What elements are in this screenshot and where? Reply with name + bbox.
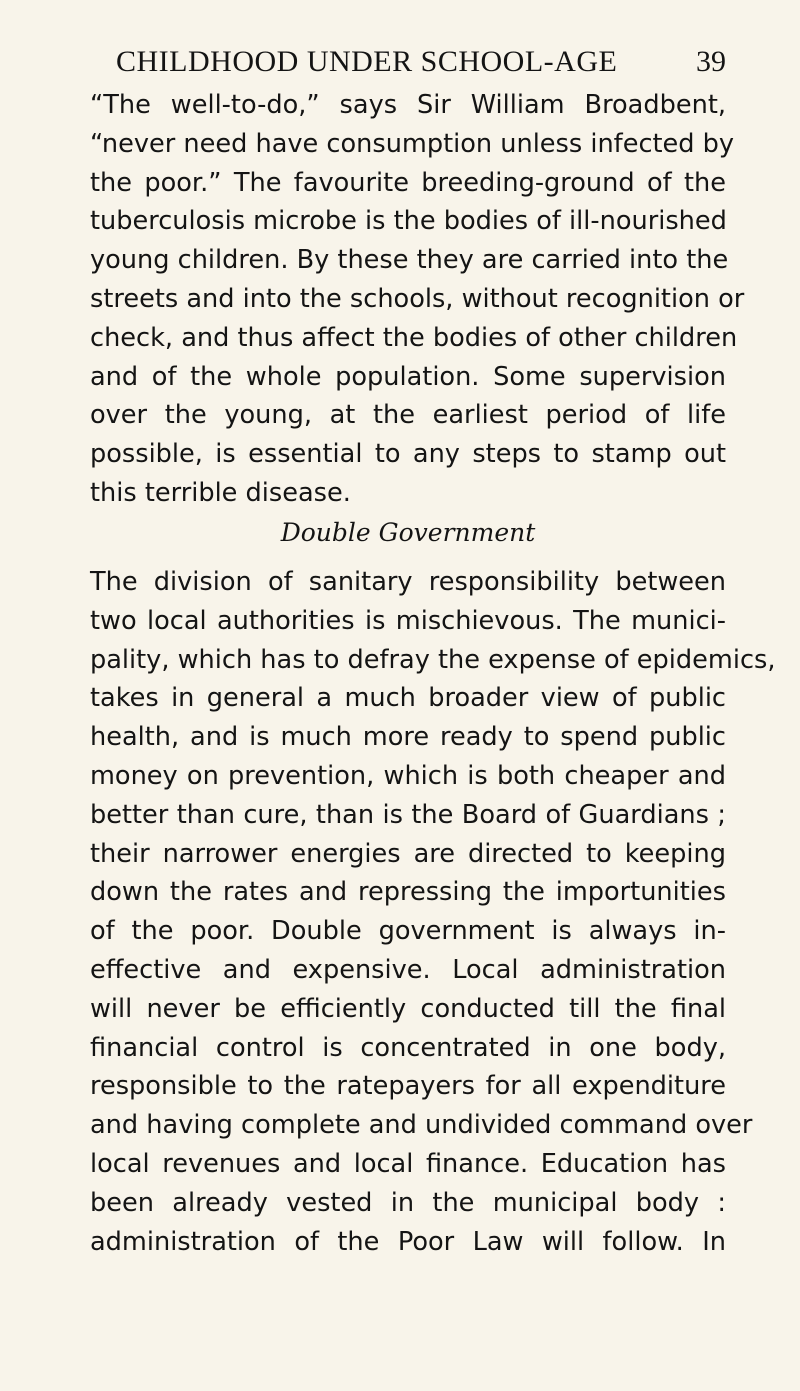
text-line: local revenues and local finance. Education has: [90, 1148, 726, 1179]
text-line: The division of sanitary responsibility between: [90, 567, 726, 597]
section-heading: Double Government: [280, 518, 536, 547]
text-line: financial control is concentrated in one body,: [90, 1032, 726, 1063]
page-number: 39: [696, 45, 726, 78]
text-line: streets and into the schools, without recognition or: [90, 283, 745, 314]
text-line: two local authorities is mischievous. The munici-: [90, 605, 726, 636]
text-line: young children. By these they are carried into the: [90, 245, 729, 276]
text-line: and having complete and undivided command over: [90, 1110, 753, 1141]
text-line: takes in general a much broader view of public: [90, 683, 726, 714]
text-line: over the young, at the earliest period of life: [90, 400, 726, 431]
text-line: the poor.” The favourite breeding-ground of the: [90, 167, 726, 198]
text-line: health, and is much more ready to spend public: [90, 722, 726, 753]
paragraph-tuberculosis: [90, 86, 745, 513]
text-line: pality, which has to defray the expense of epidemics,: [90, 644, 776, 675]
text-line: check, and thus affect the bodies of other children: [90, 322, 738, 353]
text-line: will never be efficiently conducted till the final: [90, 993, 726, 1024]
page-header: [90, 42, 726, 82]
text-line: “never need have consumption unless infected by: [90, 128, 735, 159]
text-line: of the poor. Double government is always in-: [90, 916, 726, 947]
paragraph-double-government: [90, 563, 776, 1261]
text-line: better than cure, than is the Board of Guardians ;: [90, 799, 726, 830]
text-line: possible, is essential to any steps to stamp out: [90, 439, 726, 470]
text-line: down the rates and repressing the importunities: [90, 877, 726, 908]
text-line: money on prevention, which is both cheaper and: [90, 760, 726, 791]
text-line: been already vested in the municipal body :: [90, 1187, 726, 1218]
text-line: their narrower energies are directed to keeping: [90, 838, 726, 869]
text-line: “The well-to-do,” says Sir William Broadbent,: [90, 90, 726, 120]
running-head: CHILDHOOD UNDER SCHOOL-AGE: [116, 45, 618, 78]
text-line: administration of the Poor Law will follow. In: [90, 1226, 726, 1257]
text-line: tuberculosis microbe is the bodies of ill-nourished: [90, 206, 727, 237]
text-line: this terrible disease.: [90, 477, 351, 508]
text-line: effective and expensive. Local administration: [90, 954, 726, 985]
text-line: responsible to the ratepayers for all expenditure: [90, 1071, 726, 1102]
text-line: and of the whole population. Some supervision: [90, 361, 726, 392]
